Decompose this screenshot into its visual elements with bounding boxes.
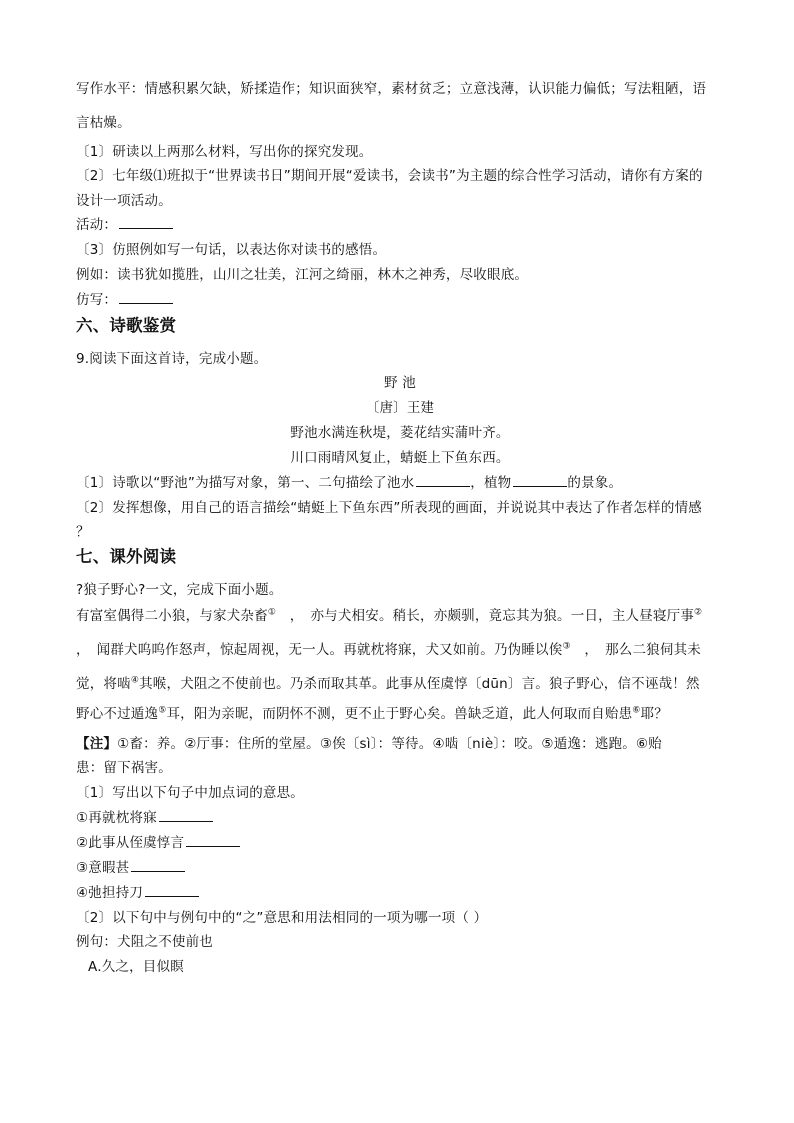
footnote-mark: ③ <box>562 641 571 652</box>
poem-line: 川口雨晴风复止，蜻蜓上下鱼东西。 <box>290 450 510 466</box>
text-segment: 其喉，犬阻之不使前也。乃杀而取其革。此事从侄虞惇〔dūn〕言。狼子野心，信不诬哉！然 <box>139 676 700 692</box>
subquestion-line <box>76 858 185 878</box>
activity-label: 活动： <box>76 217 118 233</box>
poem-author: 〔唐〕王建 <box>365 400 435 416</box>
example-line: 例如：读书犹如揽胜，山川之壮美，江河之绮丽，林木之神秀，尽收眼底。 <box>76 267 529 283</box>
poem-question-2: 〔2〕发挥想像，用自己的语言描绘“蜻蜓上下鱼东西”所表现的画面，并说说其中表达了作者怎样的情感 <box>76 500 702 516</box>
text-line: 言枯燥。 <box>76 115 131 131</box>
text-line: 患：留下祸害。 <box>76 760 172 776</box>
question-3-line: 〔3〕仿照例如写一句话，以表达你对读书的感悟。 <box>76 242 387 258</box>
answer-blank[interactable] <box>416 473 470 487</box>
footnote-mark: ① <box>267 607 277 618</box>
option-a: A.久之，目似瞑 <box>88 959 184 975</box>
text-segment: ②此事从侄虞惇言 <box>76 835 185 851</box>
text-segment: ， 亦与犬相安。稍长，亦颇驯，竟忘其为狼。一日，主人昼寝厅事 <box>276 608 695 624</box>
text-segment: ①畜：养。②厅事：住所的堂屋。③俟〔sì〕：等待。④啮〔niè〕：咬。⑤遁逸：逃跑。⑥贻 <box>117 736 662 752</box>
question-line: 〔1〕写出以下句子中加点词的意思。 <box>76 785 304 801</box>
text-segment: 觉，将啮 <box>76 676 131 692</box>
section-heading-reading: 七、课外阅读 <box>76 547 177 566</box>
answer-blank[interactable] <box>119 215 173 229</box>
subquestion-line <box>76 808 213 828</box>
passage-line <box>76 674 700 694</box>
text-segment: ，植物 <box>470 475 512 491</box>
text-segment: 耶？ <box>640 706 668 722</box>
poem-line: 野池水满连秋堤，菱花结实蒲叶齐。 <box>290 425 510 441</box>
answer-blank[interactable] <box>186 833 240 847</box>
footnote-mark: ⑥ <box>632 705 641 716</box>
answer-blank[interactable] <box>119 290 173 304</box>
text-segment: ， 那么二狼伺其未 <box>570 642 701 658</box>
answer-blank[interactable] <box>159 808 213 822</box>
text-segment: 耳，阳为亲昵，而阴怀不测，更不止于野心矣。兽缺乏道，此人何取而自贻患 <box>166 706 633 722</box>
text-segment: ①再就枕将寐 <box>76 810 157 826</box>
text-segment: ③意暇甚 <box>76 860 130 876</box>
answer-blank[interactable] <box>131 858 185 872</box>
poem-title: 野 池 <box>384 375 416 391</box>
text-segment: 的景象。 <box>567 475 623 491</box>
writing-level-line: 写作水平：情感积累欠缺，矫揉造作；知识面狭窄，素材贫乏；立意浅薄，认识能力偏低；写法粗陋，语 <box>76 81 707 97</box>
text-segment: ， 闻群犬呜呜作怒声，惊起周视，无一人。再就枕将寐，犬又如前。乃伪睡以俟 <box>76 642 563 658</box>
passage-line <box>76 704 668 724</box>
text-segment: 有富室偶得二小狼，与家犬杂畜 <box>76 608 268 624</box>
activity-line <box>76 215 173 235</box>
footnote-mark: ② <box>694 607 703 618</box>
question-line: 〔2〕以下句中与例句中的“之”意思和用法相同的一项为哪一项（ ） <box>76 910 488 926</box>
note-label: 【注】 <box>76 736 118 752</box>
question-1-line: 〔1〕研读以上两那么材料，写出你的探究发现。 <box>76 144 373 160</box>
example-line: 例句：犬阻之不使前也 <box>76 934 213 950</box>
text-segment: 〔1〕诗歌以“野池”为描写对象，第一、二句描绘了池水 <box>76 475 415 491</box>
subquestion-line <box>76 883 199 903</box>
section-heading-poetry: 六、诗歌鉴赏 <box>76 316 177 335</box>
passage-line <box>76 606 702 626</box>
answer-blank[interactable] <box>145 883 199 897</box>
imitation-label: 仿写： <box>76 292 118 308</box>
imitation-line <box>76 290 173 310</box>
footnote-mark: ④ <box>130 675 140 686</box>
answer-blank[interactable] <box>513 473 567 487</box>
poem-question-1 <box>76 473 622 493</box>
text-segment: ④弛担持刀 <box>76 885 144 901</box>
question-2-line: 〔2〕七年级⑴班拟于“世界读书日”期间开展“爱读书，会读书”为主题的综合性学习活动，请你有方案的 <box>76 168 703 184</box>
text-segment: 野心不过遁逸 <box>76 706 159 722</box>
footnote-mark: ⑤ <box>158 705 167 716</box>
text-line: 9.阅读下面这首诗，完成小题。 <box>76 351 268 367</box>
text-line: ?狼子野心?一文，完成下面小题。 <box>76 582 283 598</box>
subquestion-line <box>76 833 240 853</box>
text-line: 设计一项活动。 <box>76 193 172 209</box>
passage-line <box>76 640 701 660</box>
note-line <box>76 734 662 754</box>
text-line: ？ <box>76 524 90 540</box>
